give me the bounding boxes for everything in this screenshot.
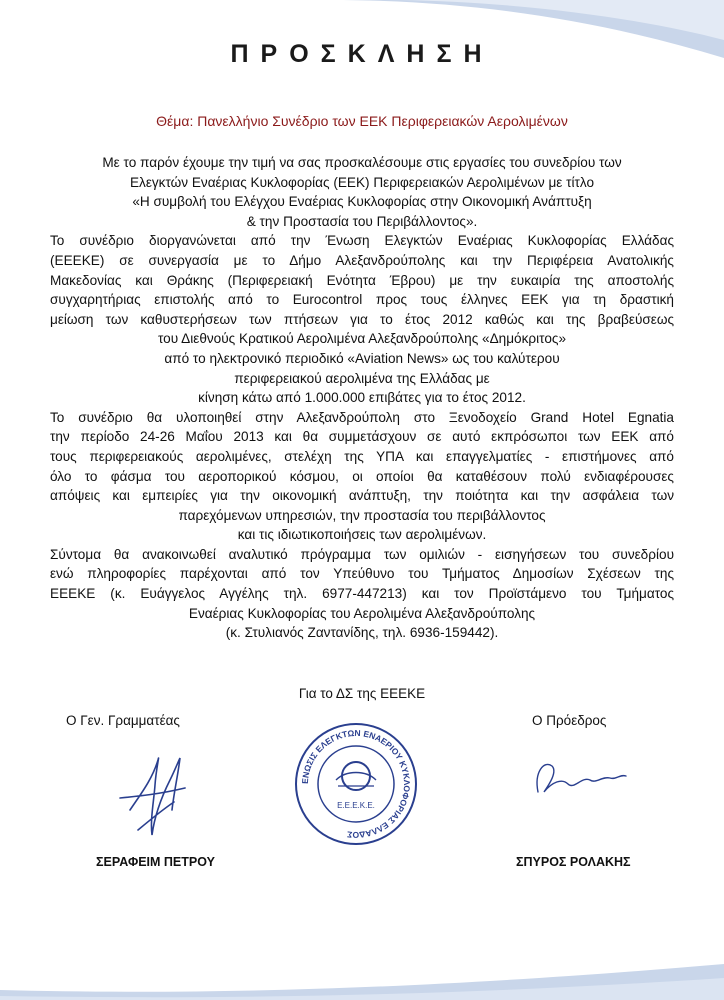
signature-header: Για το ΔΣ της ΕΕΕΚΕ (298, 686, 426, 701)
body-line: Μακεδονίας και Θράκης (Περιφερειακή Ενότητα Έβρου) με την ευκαιρία της αποστολής (50, 272, 674, 288)
secretary-role-label: Ο Γεν. Γραμματέας (66, 713, 180, 728)
body-line: περιφερειακού αερολιμένα της Ελλάδας με (234, 370, 490, 386)
body-line: και τις ιδιωτικοποιήσεις των αερολιμένων. (237, 527, 487, 543)
svg-text:ΕΝΩΣΙΣ ΕΛΕΓΚΤΩΝ ΕΝΑΕΡΙΟΥ ΚΥΚΛΟ (300, 728, 412, 840)
body-line: του Διεθνούς Κρατικού Αερολιμένα Αλεξανδρούπολης «Δημόκριτος» (157, 331, 567, 347)
invitation-body (50, 153, 674, 643)
body-line: (ΕΕΕΚΕ) σε συνεργασία με το Δήμο Αλεξανδρούπολης και την Περιφέρεια Ανατολικής (50, 252, 674, 268)
body-line: & την Προστασία του Περιβάλλοντος». (246, 213, 478, 229)
page-title: ΠΡΟΣΚΛΗΣΗ (230, 40, 494, 68)
subject-line: Θέμα: Πανελλήνιο Συνέδριο των ΕΕΚ Περιφερειακών Αερολιμένων (156, 113, 568, 129)
body-line: Το συνέδριο διοργανώνεται από την Ένωση Ελεγκτών Εναέριας Κυκλοφορίας Ελλάδας (50, 233, 674, 249)
body-line: κίνηση κάτω από 1.000.000 επιβάτες για το έτος 2012. (198, 390, 526, 406)
body-line: (κ. Στυλιανός Ζαντανίδης, τηλ. 6936-159442). (225, 625, 499, 641)
body-line: Εναέριας Κυκλοφορίας του Αερολιμένα Αλεξανδρούπολης (188, 605, 536, 621)
president-name: ΣΠΥΡΟΣ ΡΟΛΑΚΗΣ (516, 855, 631, 869)
body-line: ενώ πληροφορίες παρέχονται από τον Υπεύθυνο του Τμήματος Δημοσίων Σχέσεων της (50, 566, 674, 582)
body-line: «Η συμβολή του Ελέγχου Εναέριας Κυκλοφορίας στην Οικονομική Ανάπτυξη (132, 194, 592, 210)
president-signature-image (530, 752, 630, 812)
body-line: παρεχόμενων υπηρεσιών, την προστασία του περιβάλλοντος (178, 507, 546, 523)
body-line: Σύντομα θα ανακοινωθεί αναλυτικό πρόγραμμα των ομιλιών - εισηγήσεων του συνεδρίου (50, 546, 674, 562)
stamp-center-text: Ε.Ε.Ε.Κ.Ε. (337, 801, 375, 810)
stamp-ring-text: ΕΝΩΣΙΣ ΕΛΕΓΚΤΩΝ ΕΝΑΕΡΙΟΥ ΚΥΚΛΟΦΟΡΙΑΣ ΕΛΛΑΔΟΣ (299, 727, 413, 841)
president-role-label: Ο Πρόεδρος (532, 713, 607, 728)
body-line: συγχαρητήριας επιστολής από το Eurocontrol προς τους έλληνες ΕΕΚ για τη δραστική (50, 292, 674, 308)
association-stamp-seal (292, 720, 420, 848)
body-line: την περίοδο 24-26 Μαΐου 2013 και θα συμμετάσχουν σε αυτό εκπρόσωποι των ΕΕΚ από (50, 429, 674, 445)
secretary-signature-image (100, 740, 210, 850)
bottom-decorative-swoosh (0, 920, 724, 1000)
body-line: ΕΕΕΚΕ (κ. Ευάγγελος Αγγέλης τηλ. 6977-447213) και τον Προϊστάμενο του Τμήματος (50, 586, 674, 602)
body-line: Ελεγκτών Εναέριας Κυκλοφορίας (ΕΕΚ) Περιφερειακών Αερολιμένων με τίτλο (129, 174, 595, 190)
secretary-name: ΣΕΡΑΦΕΙΜ ΠΕΤΡΟΥ (96, 855, 215, 869)
body-line: τους περιφερειακούς αερολιμένες, στελέχη της ΥΠΑ και επαγγελματίες - επιστήμονες από (50, 448, 674, 464)
body-line: όλο το φάσμα του αεροπορικού κόσμου, οι οποίοι θα καταθέσουν πολύ ενδιαφέρουσες (50, 468, 674, 484)
body-line: Το συνέδριο θα υλοποιηθεί στην Αλεξανδρούπολη στο Ξενοδοχείο Grand Hotel Egnatia (50, 409, 674, 425)
body-line: Με το παρόν έχουμε την τιμή να σας προσκαλέσουμε στις εργασίες του συνεδρίου των (102, 155, 622, 170)
body-line: απόψεις και εμπειρίες για την οικονομική ανάπτυξη, την ποιότητα και την ασφάλεια των (50, 488, 674, 504)
body-line: από το ηλεκτρονικό περιοδικό «Aviation News» ως του καλύτερου (164, 350, 560, 366)
body-line: μείωση των καθυστερήσεων των πτήσεων για το έτος 2012 καθώς και της βραβεύσεως (50, 311, 674, 327)
